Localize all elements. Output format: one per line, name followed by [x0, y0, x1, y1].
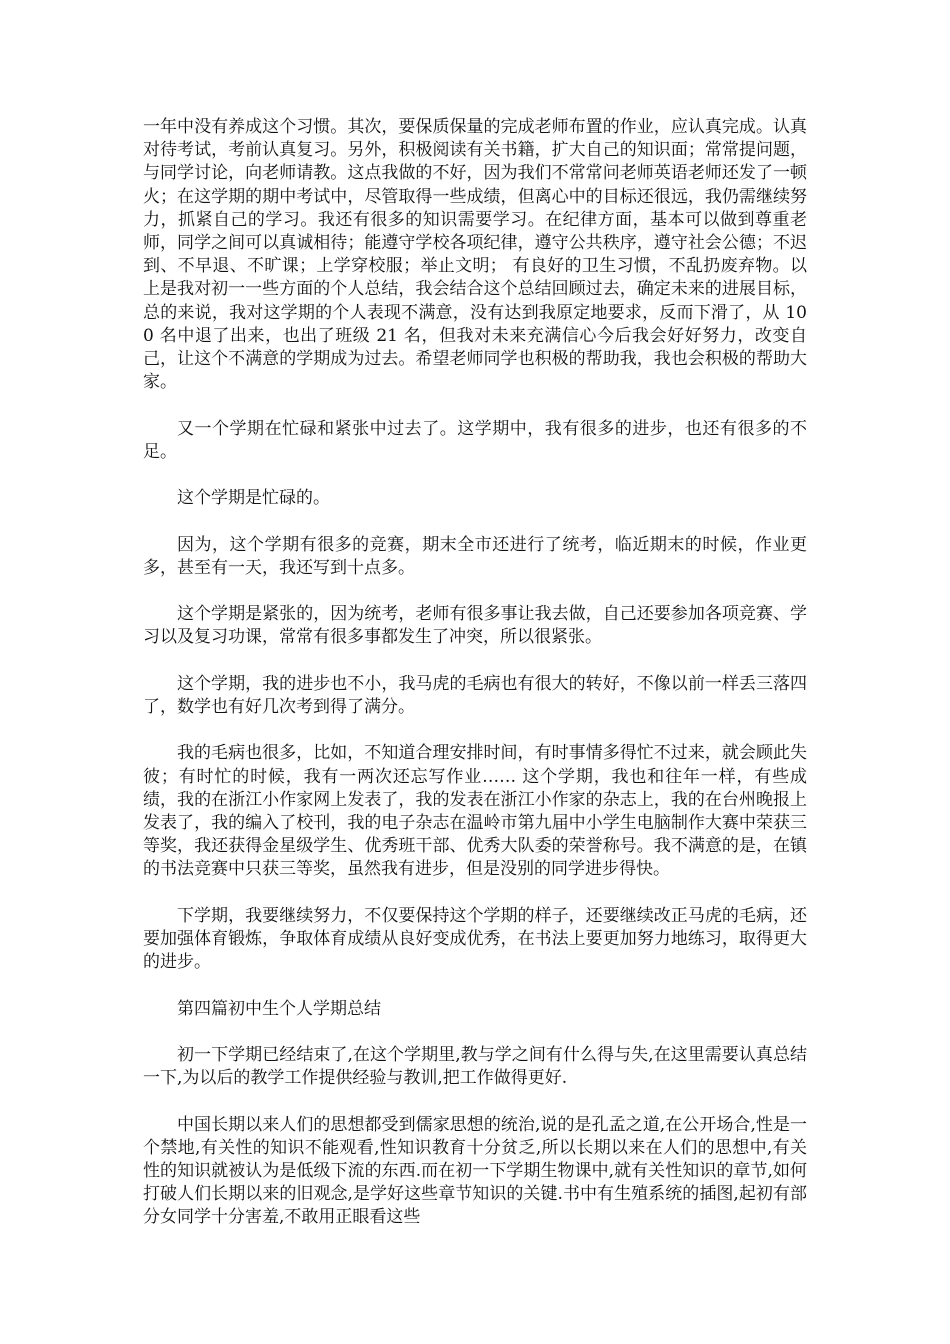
paragraph-continued: 一年中没有养成这个习惯。其次，要保质保量的完成老师布置的作业，应认真完成。认真对待考试，考前认真复习。另外，积极阅读有关书籍，扩大自己的知识面；常常提问题，与同学讨论，向老师请教。这点我做的不好，因为我们不常常问老师英语老师还发了一顿火；在这学期的期中考试中，尽管取得一些成绩，但离心中的目标还很远，我仍需继续努力，抓紧自己的学习。我还有很多的知识需要学习。在纪律方面，基本可以做到尊重老师，同学之间可以真诚相待；能遵守学校各项纪律，遵守公共秩序，遵守社会公德；不迟到、不早退、不旷课；上学穿校服；举止文明； 有良好的卫生习惯，不乱扔废弃物。以上是我对初一一些方面的个人总结，我会结合这个总结回顾过去，确定未来的进展目标，总的来说，我对这学期的个人表现不满意，没有达到我原定地要求，反而下滑了，从 100 名中退了出来，也出了班级 21 名，但我对未来充满信心今后我会好好努力，改变自己，让这个不满意的学期成为过去。希望老师同学也积极的帮助我，我也会积极的帮助大家。 [143, 117, 807, 393]
section-heading: 第四篇初中生个人学期总结 [177, 998, 381, 1019]
paragraph: 又一个学期在忙碌和紧张中过去了。这学期中，我有很多的进步，也还有很多的不足。 [143, 418, 807, 462]
paragraph: 这个学期是紧张的，因为统考，老师有很多事让我去做，自己还要参加各项竞赛、学习以及复习功课，常常有很多事都发生了冲突，所以很紧张。 [143, 604, 807, 648]
document-page [143, 116, 807, 1253]
paragraph: 中国长期以来人们的思想都受到儒家思想的统治,说的是孔孟之道,在公开场合,性是一个禁地,有关性的知识不能观看,性知识教育十分贫乏,所以长期以来在人们的思想中,有关性的知识就被认为是低级下流的东西.而在初一下学期生物课中,就有关性知识的章节,如何打破人们长期以来的旧观念,是学好这些章节知识的关键.书中有生殖系统的插图,起初有部分女同学十分害羞,不敢用正眼看这些 [143, 1114, 807, 1228]
paragraph: 下学期，我要继续努力，不仅要保持这个学期的样子，还要继续改正马虎的毛病，还要加强体育锻炼，争取体育成绩从良好变成优秀，在书法上要更加努力地练习，取得更大的进步。 [143, 905, 807, 973]
paragraph: 我的毛病也很多，比如，不知道合理安排时间，有时事情多得忙不过来，就会顾此失彼；有时忙的时候，我有一两次还忘写作业…… 这个学期，我也和往年一样，有些成绩，我的在浙江小作家网上发表了，我的发表在浙江小作家的杂志上，我的在台州晚报上发表了，我的编入了校刊，我的电子杂志在温岭市第九届中小学生电脑制作大赛中荣获三等奖，我还获得金星级学生、优秀班干部、优秀大队委的荣誉称号。我不满意的是，在镇的书法竞赛中只获三等奖，虽然我有进步，但是没别的同学进步得快。 [143, 743, 807, 880]
paragraph: 初一下学期已经结束了,在这个学期里,教与学之间有什么得与失,在这里需要认真总结一下,为以后的教学工作提供经验与教训,把工作做得更好. [143, 1044, 807, 1089]
paragraph: 这个学期是忙碌的。 [177, 488, 330, 509]
paragraph: 因为，这个学期有很多的竞赛，期末全市还进行了统考，临近期末的时候，作业更多，甚至有一天，我还写到十点多。 [143, 534, 807, 578]
paragraph: 这个学期，我的进步也不小，我马虎的毛病也有很大的转好，不像以前一样丢三落四了，数学也有好几次考到得了满分。 [143, 673, 807, 717]
